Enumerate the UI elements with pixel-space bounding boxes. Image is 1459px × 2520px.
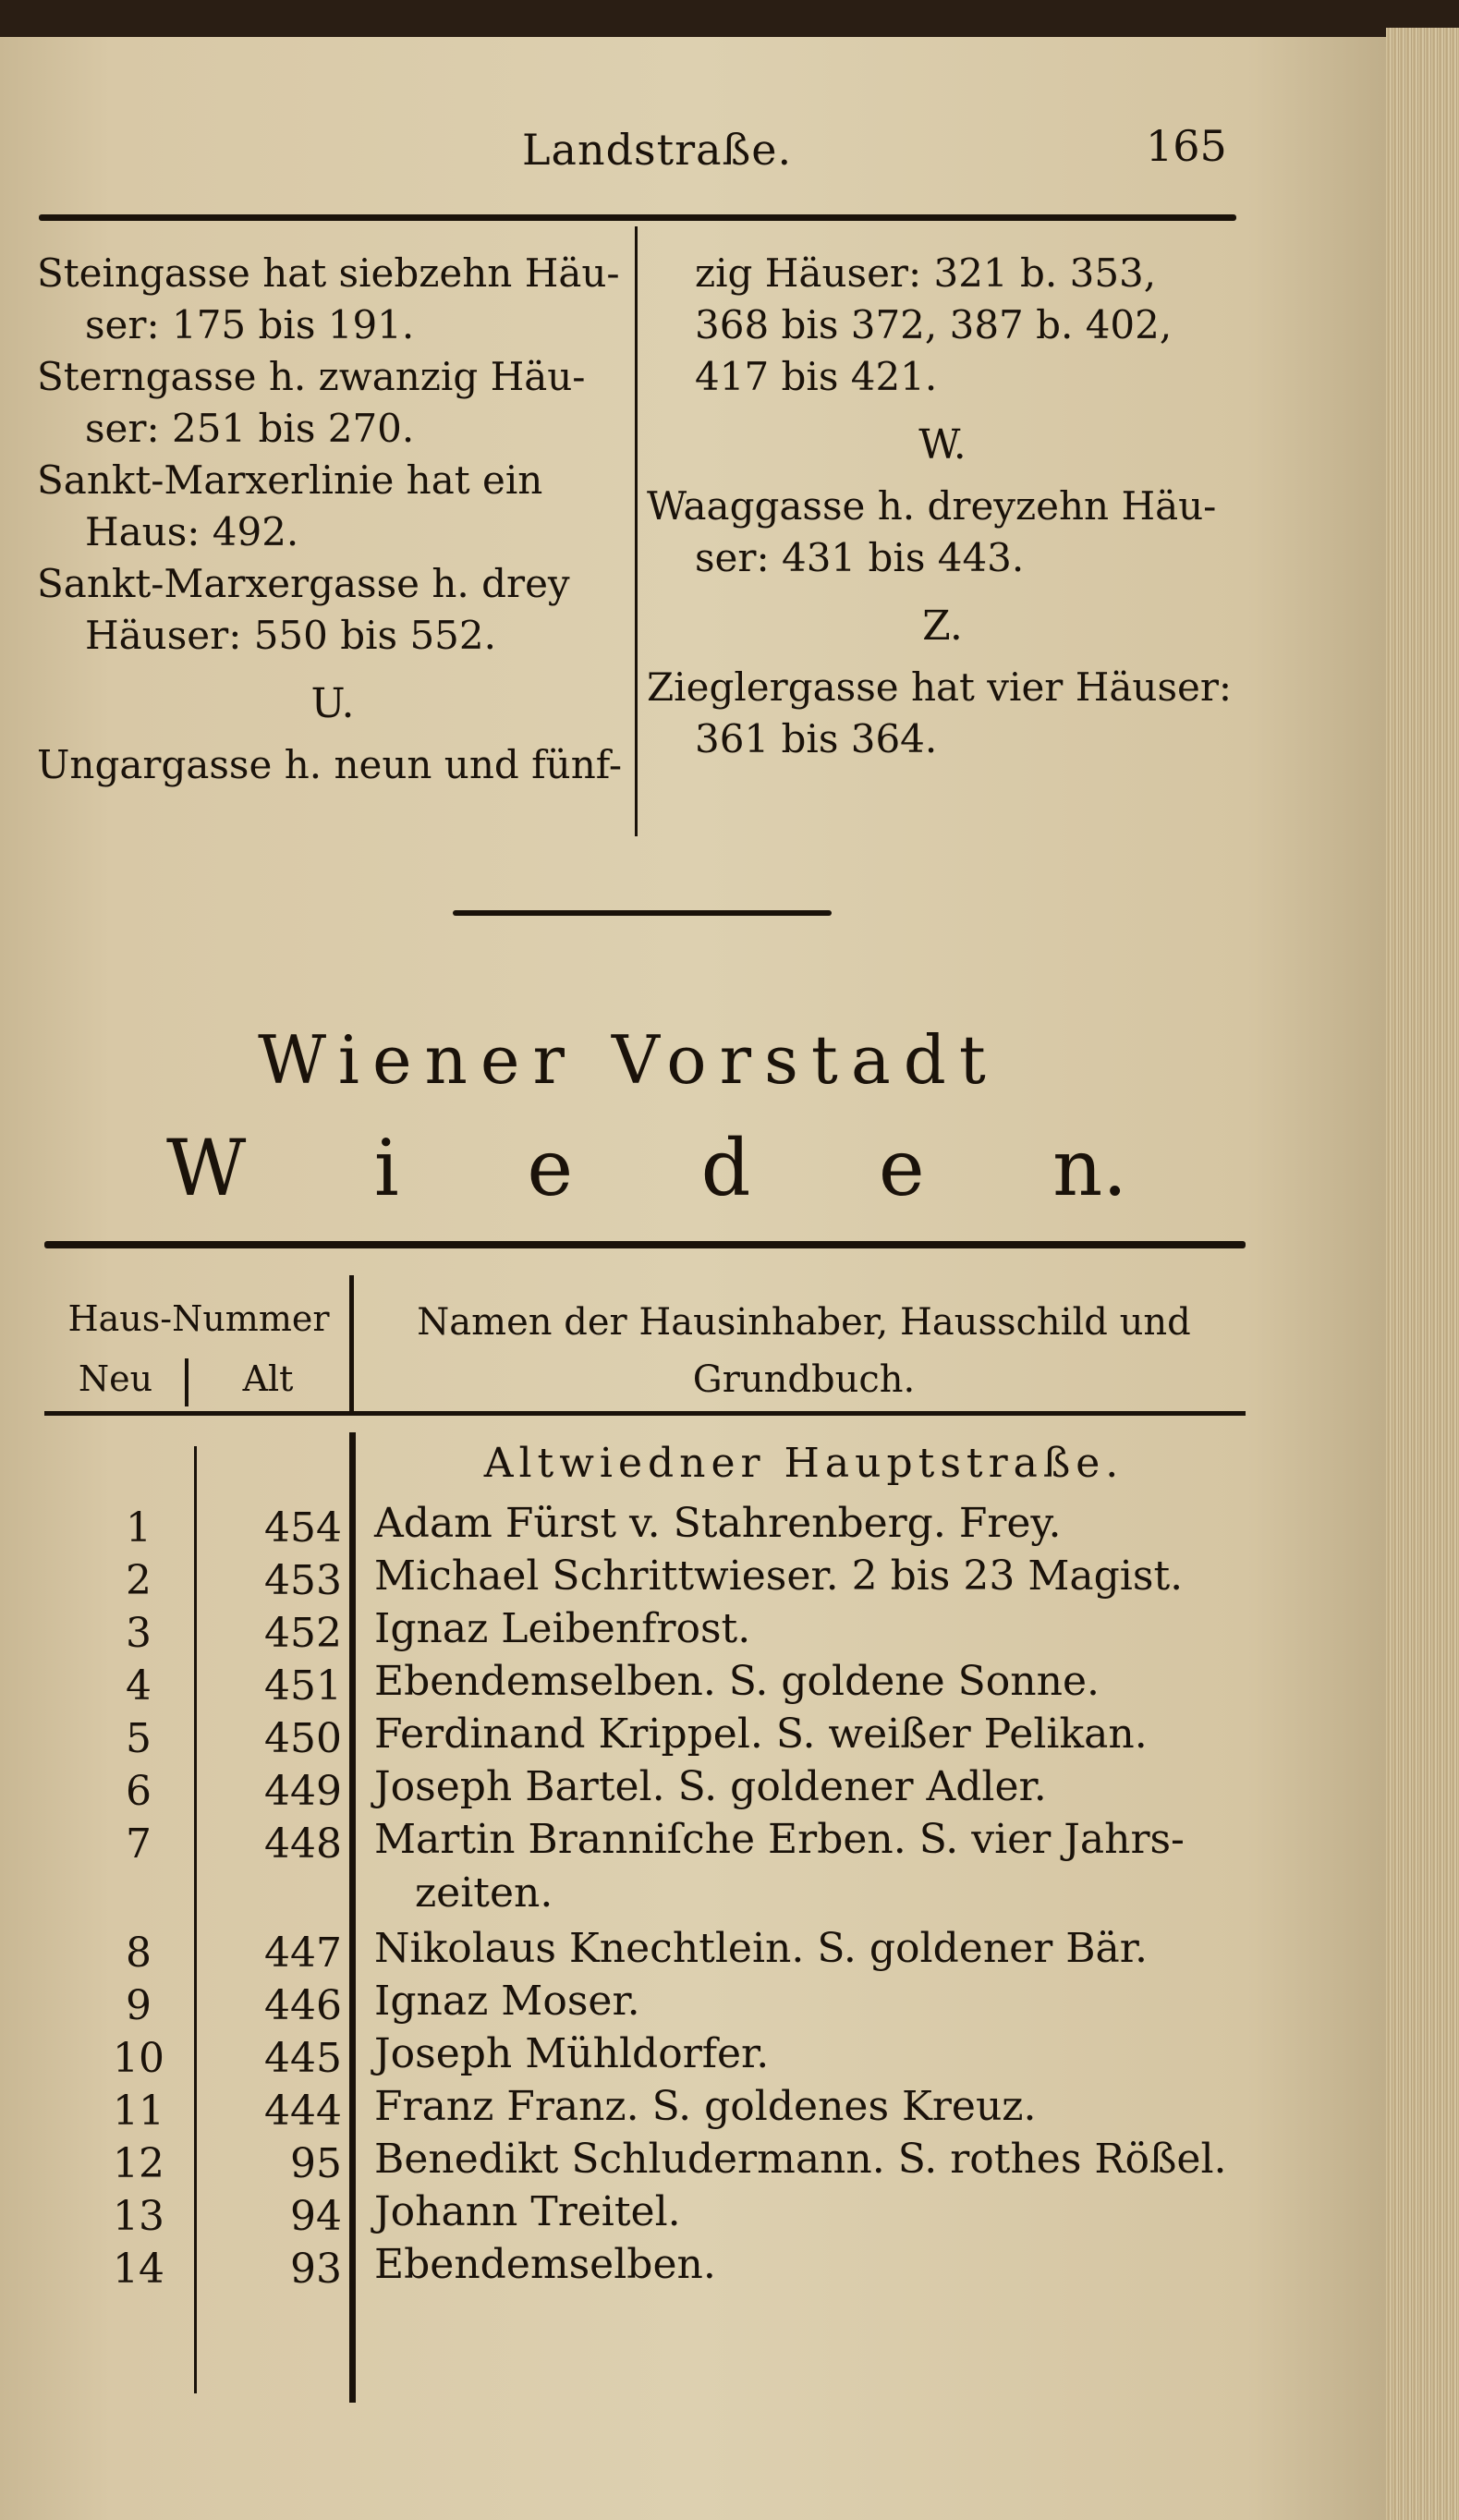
house-number-new: 1 xyxy=(126,1504,152,1552)
right-column xyxy=(647,248,1238,765)
column-divider xyxy=(635,226,638,836)
house-number-new: 14 xyxy=(113,2246,164,2293)
header-neu: Neu xyxy=(78,1358,153,1399)
left-column xyxy=(37,248,628,791)
table-row xyxy=(37,2080,1257,2133)
owner-name: Martin Branniſche Erben. S. vier Jahrs- zeiten. xyxy=(374,1816,1185,1917)
subtitle-letter: d xyxy=(700,1123,751,1213)
street-entry: Waaggasse h. dreyzehn Häu- ser: 431 bis 443. xyxy=(647,483,1217,580)
house-number-old: 453 xyxy=(264,1557,342,1604)
street-entry: Sterngasse h. zwanzig Häu- ser: 251 bis 270. xyxy=(37,354,586,451)
table-row xyxy=(37,1975,1257,2027)
street-entry-continued: 368 bis 372, 387 b. 402, xyxy=(695,302,1173,347)
house-number-new: 3 xyxy=(126,1610,152,1657)
header-column-divider xyxy=(349,1275,354,1412)
house-number-new: 6 xyxy=(126,1768,152,1815)
street-entry: Zieglergasse hat vier Häuser: 361 bis 364. xyxy=(647,664,1233,761)
table-row xyxy=(37,2238,1257,2291)
house-number-old: 454 xyxy=(264,1504,342,1552)
house-number-new: 13 xyxy=(113,2193,164,2240)
section-subtitle xyxy=(166,1123,1127,1213)
house-number-old: 449 xyxy=(264,1768,342,1815)
alphabet-letter: Z. xyxy=(922,603,963,650)
house-number-new: 10 xyxy=(113,2035,164,2082)
owner-name: Franz Franz. S. goldenes Kreuz. xyxy=(374,2083,1037,2130)
page-header xyxy=(55,121,1238,189)
table-row xyxy=(37,1922,1257,1975)
house-number-old: 444 xyxy=(264,2088,342,2135)
header-rule xyxy=(39,214,1236,221)
table-row xyxy=(37,2185,1257,2238)
subtitle-letter: e xyxy=(878,1123,925,1213)
house-number-old: 447 xyxy=(264,1930,342,1977)
owner-name: Joseph Mühldorfer. xyxy=(374,2030,770,2077)
table-row xyxy=(37,2027,1257,2080)
table-row xyxy=(37,1602,1257,1655)
running-title: Landstraße. xyxy=(522,125,793,175)
house-number-old: 448 xyxy=(264,1820,342,1868)
book-page-edges xyxy=(1386,28,1459,2520)
table-row xyxy=(37,2133,1257,2185)
house-number-old: 450 xyxy=(264,1715,342,1762)
house-number-new: 8 xyxy=(126,1930,152,1977)
house-number-new: 12 xyxy=(113,2140,164,2187)
owner-name: Ferdinand Krippel. S. weißer Pelikan. xyxy=(374,1710,1148,1758)
owner-name: Adam Fürst v. Stahrenberg. Frey. xyxy=(374,1500,1062,1547)
house-number-new: 9 xyxy=(126,1982,152,2029)
book-page xyxy=(0,37,1386,2520)
subtitle-letter: e xyxy=(527,1123,574,1213)
owner-name: Johann Treitel. xyxy=(374,2188,681,2235)
header-alt: Alt xyxy=(242,1358,294,1399)
owner-name: Michael Schrittwieser. 2 bis 23 Magist. xyxy=(374,1552,1184,1600)
street-entry-continued: zig Häuser: 321 b. 353, xyxy=(695,250,1157,296)
table-header-rule xyxy=(44,1411,1246,1416)
house-number-new: 5 xyxy=(126,1715,152,1762)
house-number-old: 95 xyxy=(290,2140,342,2187)
owner-name: Ebendemselben. xyxy=(374,2241,716,2288)
house-number-old: 445 xyxy=(264,2035,342,2082)
subtitle-letter: i xyxy=(373,1123,399,1213)
house-number-new: 7 xyxy=(126,1820,152,1868)
owner-name: Ignaz Moser. xyxy=(374,1978,640,2025)
house-number-old: 452 xyxy=(264,1610,342,1657)
street-entry-continued: 417 bis 421. xyxy=(695,354,938,399)
alphabet-letter: W. xyxy=(918,421,967,469)
street-entry: Steingasse hat siebzehn Häu- ser: 175 bis 191. xyxy=(37,250,620,347)
house-number-old: 446 xyxy=(264,1982,342,2029)
book-edge-top xyxy=(0,0,1459,37)
table-row xyxy=(37,1550,1257,1602)
house-number-new: 2 xyxy=(126,1557,152,1604)
street-entry: Sankt-Marxergasse h. drey Häuser: 550 bis 552. xyxy=(37,561,570,658)
owner-name: Benedikt Schludermann. S. rothes Rößel. xyxy=(374,2136,1227,2183)
header-haus-nummer: Haus-Nummer xyxy=(67,1298,330,1339)
house-number-new: 11 xyxy=(113,2088,164,2135)
header-divider xyxy=(185,1358,188,1406)
street-entry: Ungargasse h. neun und fünf- xyxy=(37,742,623,787)
owner-name: Ignaz Leibenfrost. xyxy=(374,1605,751,1652)
table-top-rule xyxy=(44,1241,1246,1248)
table-row xyxy=(37,1760,1257,1813)
table-row xyxy=(37,1708,1257,1760)
section-title: Wiener Vorstadt xyxy=(258,1021,999,1099)
page-number: 165 xyxy=(1146,121,1227,171)
table-body xyxy=(37,1497,1257,2291)
alphabet-letter: U. xyxy=(310,680,355,727)
header-names: Namen der Hausinhaber, Hausschild und Grundbuch. xyxy=(417,1301,1191,1401)
subtitle-letter: W xyxy=(166,1123,247,1213)
subtitle-letter: n. xyxy=(1052,1123,1127,1213)
owner-name: Nikolaus Knechtlein. S. goldener Bär. xyxy=(374,1925,1148,1972)
street-entry: Sankt-Marxerlinie hat ein Haus: 492. xyxy=(37,457,543,554)
house-number-new: 4 xyxy=(126,1662,152,1710)
section-separator xyxy=(453,910,832,916)
house-number-old: 451 xyxy=(264,1662,342,1710)
table-row xyxy=(37,1813,1257,1922)
house-number-old: 93 xyxy=(290,2246,342,2293)
house-number-old: 94 xyxy=(290,2193,342,2240)
owner-name: Ebendemselben. S. goldene Sonne. xyxy=(374,1658,1100,1705)
street-heading: Altwiedner Hauptstraße. xyxy=(483,1440,1125,1487)
table-row xyxy=(37,1655,1257,1708)
table-row xyxy=(37,1497,1257,1550)
owner-name: Joseph Bartel. S. goldener Adler. xyxy=(374,1763,1047,1810)
